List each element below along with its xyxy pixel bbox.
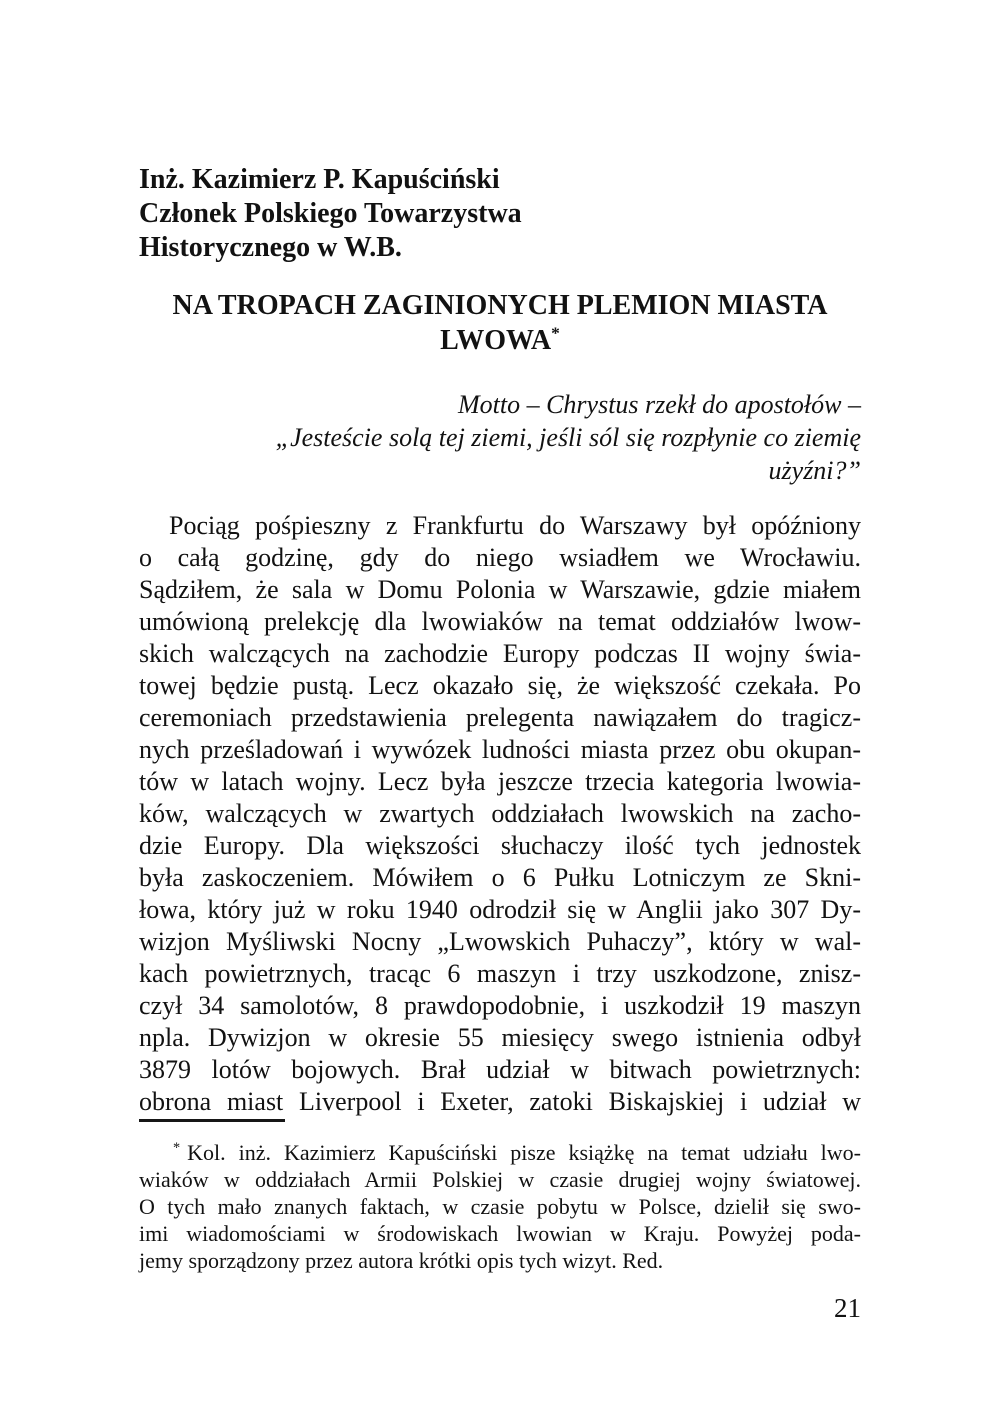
body-line: ceremoniach przedstawienia prelegenta nawiązałem do tragicz- xyxy=(139,703,861,732)
motto-line: Motto – Chrystus rzekł do apostołów – xyxy=(457,390,861,419)
body-line: wizjon Myśliwski Nocny „Lwowskich Puhaczy”, który w wal- xyxy=(139,927,861,956)
body-line: dzie Europy. Dla większości słuchaczy ilość tych jednostek xyxy=(139,831,861,860)
title-line: NA TROPACH ZAGINIONYCH PLEMION MIASTA xyxy=(172,290,828,321)
body-line: łowa, który już w roku 1940 odrodził się w Anglii jako 307 Dy- xyxy=(139,895,861,924)
footnote-divider xyxy=(139,1119,285,1122)
body-line: umówioną prelekcję dla lwowiaków na temat oddziałów lwow- xyxy=(139,607,861,636)
motto xyxy=(139,388,861,487)
title-text: LWOWA xyxy=(440,325,552,356)
footnote-text: Kol. inż. Kazimierz Kapuściński pisze książkę na temat udziału lwo- xyxy=(187,1140,861,1165)
footnote-line: wiaków w oddziałach Armii Polskiej w czasie drugiej wojny światowej. xyxy=(139,1167,861,1192)
body-paragraph xyxy=(139,510,861,1118)
body-line: Pociąg pośpieszny z Frankfurtu do Warszawy był opóźniony xyxy=(169,511,861,540)
author-line: Inż. Kazimierz P. Kapuściński xyxy=(139,164,500,195)
body-line: kach powietrznych, tracąc 6 maszyn i trzy uszkodzone, znisz- xyxy=(139,959,861,988)
footnote-line xyxy=(139,1139,861,1166)
body-line: nych prześladowań i wywózek ludności miasta przez obu okupan- xyxy=(139,735,861,764)
motto-line: użyźni?” xyxy=(768,456,861,485)
page-number: 21 xyxy=(834,1293,861,1323)
footnote-line: O tych mało znanych faktach, w czasie pobytu w Polsce, dzielił się swo- xyxy=(139,1194,861,1219)
footnote-marker: * xyxy=(173,1139,181,1156)
title-footnote-marker: * xyxy=(551,323,560,343)
footnote-line: imi wiadomościami w środowiskach lwowian w Kraju. Powyżej poda- xyxy=(139,1221,861,1246)
footnote xyxy=(139,1139,861,1274)
body-line: była zaskoczeniem. Mówiłem o 6 Pułku Lotniczym ze Skni- xyxy=(139,863,861,892)
body-line: npla. Dywizjon w okresie 55 miesięcy swego istnienia odbył xyxy=(139,1023,861,1052)
body-line: skich walczących na zachodzie Europy podczas II wojny świa- xyxy=(139,639,861,668)
body-line: obrona miast Liverpool i Exeter, zatoki Biskajskiej i udział w xyxy=(139,1087,861,1116)
body-line: tów w latach wojny. Lecz była jeszcze trzecia kategoria lwowia- xyxy=(139,767,861,796)
body-line: towej będzie pustą. Lecz okazało się, że większość czekała. Po xyxy=(139,671,861,700)
body-line: czył 34 samolotów, 8 prawdopodobnie, i uszkodził 19 maszyn xyxy=(139,991,861,1020)
footnote-line: jemy sporządzony przez autora krótki opis tych wizyt. Red. xyxy=(139,1248,664,1273)
author-block xyxy=(139,163,861,265)
author-line: Historycznego w W.B. xyxy=(139,232,402,263)
author-line: Członek Polskiego Towarzystwa xyxy=(139,198,522,229)
body-line: 3879 lotów bojowych. Brał udział w bitwach powietrznych: xyxy=(139,1055,861,1084)
body-line: Sądziłem, że sala w Domu Polonia w Warszawie, gdzie miałem xyxy=(139,575,861,604)
article-title xyxy=(139,288,861,358)
title-line xyxy=(139,323,861,358)
motto-line: „Jesteście solą tej ziemi, jeśli sól się rozpłynie co ziemię xyxy=(275,423,861,452)
body-line: ków, walczących w zwartych oddziałach lwowskich na zacho- xyxy=(139,799,861,828)
body-line: o całą godzinę, gdy do niego wsiadłem we Wrocławiu. xyxy=(139,543,861,572)
